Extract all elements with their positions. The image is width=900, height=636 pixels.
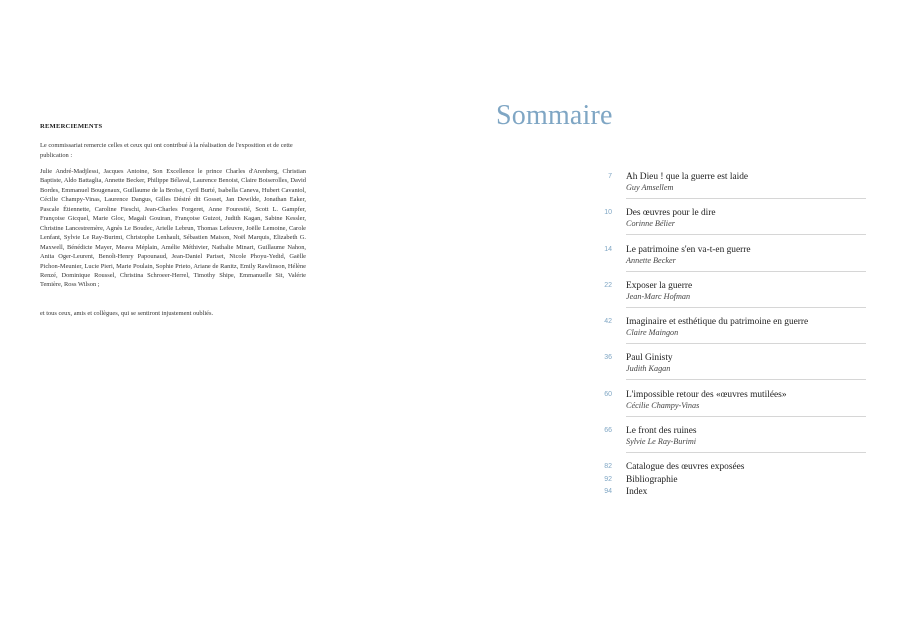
toc-entry-title: Ah Dieu ! que la guerre est laide <box>626 172 749 182</box>
acknowledgements-heading: REMERCIEMENTS <box>40 123 103 130</box>
right-page <box>450 0 900 636</box>
toc-page-number: 94 <box>604 487 612 495</box>
toc-entry-author: Judith Kagan <box>626 364 671 374</box>
toc-divider <box>626 307 866 308</box>
toc-entry-author: Cécilie Champy-Vinas <box>626 400 700 410</box>
acknowledgements-intro: Le commissariat remercie celles et ceux qui ont contribué à la réalisation de l'exposition et de cette publication : <box>40 142 293 159</box>
toc-entry-title: L'impossible retour des «œuvres mutilées» <box>626 389 787 400</box>
toc-title: Sommaire <box>496 100 613 131</box>
toc-entry-author: Jean-Marc Hofman <box>626 291 691 301</box>
toc-page-number: 22 <box>604 281 612 289</box>
toc-entry[interactable] <box>596 461 876 473</box>
toc-entry[interactable] <box>596 207 876 243</box>
acknowledgements-names: Julie André-Madjlessi, Jacques Antoine, Son Excellence le prince Charles d'Arenberg, Christian Baptiste, Aldo Battaglia, Annette Becker, Philippe Bélaval, Laurence Benoist, Claire Boiserolles, David Bordes, Emmanuel Bougenaux, Guillaume de la Broïse, Cyril Burté, Isabella Caneva, Hubert Cavaniol, Cécilie Champy-Vinas, Laurence Dangus, Gilles Désiré dit Gosset, Jan Dewilde, Jonathan Eaker, Pascale Étiennette, Caroline Fieschi, Jean-Charles Forgeret, Anne Fourestié, Scott L. Gampfer, Françoise Gicquel, Marie Gloc, Magali Gouiran, Françoise Guizot, Judith Kagan, Sabine Kessler, Christine Lancestremère, Agnès Le Boudec, Arielle Lebrun, Thomas Lefeuvre, Joëlle Lemoine, Carole Lenfant, Sylvie Le Ray-Burimi, Christophe Lenhault, Sébastien Maison, Noël Marquis, Elizabeth G. Maxwell, Bénédicte Mayer, Meava Méplain, Amélie Méthivier, Nathalie Minart, Guillaume Nahon, Anita Oger-Leurent, Benoît-Henry Papounaud, Jean-Daniel Pariset, Nicole Phoyu-Yedid, Gaëlle Pichon-Meunier, Lucie Pieri, Marie Poulain, Sophie Prieto, Ariane de Ranitz, Emily Rawlinson, Hélène Renzé, Dominique Roussel, Christina Schroeer-Herrel, Timothy Shipe, Emmanuelle Sit, Valérie Temière, Ross Wilson ; <box>40 168 306 289</box>
toc-page-number: 92 <box>604 475 612 483</box>
toc-divider <box>626 452 866 453</box>
toc-entry[interactable] <box>596 280 876 316</box>
toc-entry[interactable] <box>596 171 876 207</box>
toc-entry-title: Imaginaire et esthétique du patrimoine en guerre <box>626 317 809 328</box>
toc-entry-author: Claire Maingon <box>626 328 679 338</box>
acknowledgements-closing: et tous ceux, amis et collègues, qui se sentiront injustement oubliés. <box>40 310 214 317</box>
toc-page-number: 14 <box>604 245 612 253</box>
table-of-contents <box>596 171 876 498</box>
toc-divider <box>626 234 866 235</box>
toc-entry-author: Corinne Bélier <box>626 219 675 229</box>
toc-entry-title: Bibliographie <box>626 474 678 485</box>
toc-divider <box>626 343 866 344</box>
toc-entry-title: Index <box>626 486 648 497</box>
toc-page-number: 36 <box>604 354 612 362</box>
toc-entry-title: Exposer la guerre <box>626 280 693 291</box>
toc-entry-title: Catalogue des œuvres exposées <box>626 462 745 473</box>
toc-divider <box>626 271 866 272</box>
toc-page-number: 66 <box>604 427 612 435</box>
toc-entry-title: Paul Ginisty <box>626 353 673 364</box>
toc-entry-author: Guy Amsellem <box>626 183 674 192</box>
toc-entry-title: Le front des ruines <box>626 426 697 437</box>
toc-entry-title: Des œuvres pour le dire <box>626 208 716 219</box>
toc-page-number: 82 <box>604 463 612 471</box>
toc-entry[interactable] <box>596 425 876 461</box>
toc-entry-author: Annette Becker <box>626 255 676 265</box>
toc-page-number: 10 <box>604 209 612 217</box>
toc-entry[interactable] <box>596 474 876 486</box>
toc-page-number: 7 <box>608 173 612 180</box>
toc-divider <box>626 198 866 199</box>
toc-page-number: 60 <box>604 390 612 398</box>
toc-entry[interactable] <box>596 316 876 352</box>
toc-divider <box>626 379 866 380</box>
toc-entry[interactable] <box>596 389 876 425</box>
toc-divider <box>626 416 866 417</box>
toc-entry-title: Le patrimoine s'en va-t-en guerre <box>626 244 751 255</box>
toc-entry-author: Sylvie Le Ray-Burimi <box>626 437 697 447</box>
toc-entry[interactable] <box>596 244 876 280</box>
toc-entry[interactable] <box>596 486 876 498</box>
toc-entry[interactable] <box>596 352 876 388</box>
toc-page-number: 42 <box>604 318 612 326</box>
